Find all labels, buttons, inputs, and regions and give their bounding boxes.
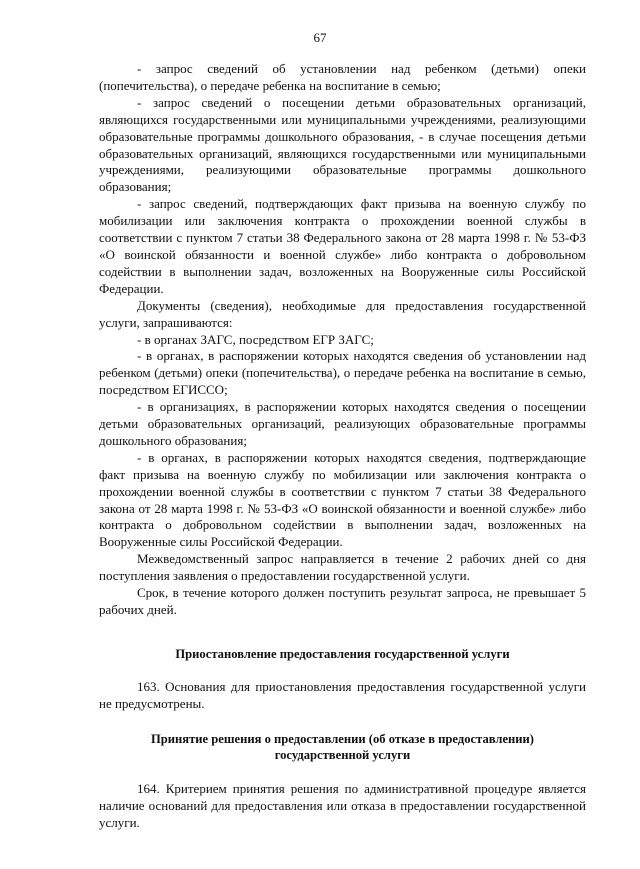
- paragraph-response-deadline: Срок, в течение которого должен поступить результат запроса, не превышает 5 рабочих дней.: [99, 585, 586, 617]
- paragraph-interagency-request: Межведомственный запрос направляется в течение 2 рабочих дней со дня поступления заявления о предоставлении государственной услуги.: [99, 551, 586, 584]
- section-heading-decision-line-2: государственной услуги: [274, 747, 411, 762]
- paragraph-preschool-organizations: - в организациях, в распоряжении которых находятся сведения о посещении детьми образовательных организаций, реализующих образовательные программы дошкольного образования;: [99, 399, 586, 448]
- paragraph-164: 164. Критерием принятия решения по административной процедуре является наличие оснований для предоставления или отказа в предоставлении государственной услуги.: [99, 780, 586, 830]
- paragraph-military-request: - запрос сведений, подтверждающих факт призыва на военную службу по мобилизации или заключения контракта о прохождении военной службы в соответствии с пунктом 7 статьи 38 Федерального закона от 28 марта 1998 г. № 53-ФЗ «О воинской обязанности и военной службе» либо контракта о добровольном содействии в выполнении задач, возложенных на Вооруженные силы Российской Федерации.: [99, 196, 586, 296]
- document-body: [99, 61, 586, 831]
- page-number: 67: [313, 30, 327, 45]
- section-heading-decision: [99, 731, 586, 763]
- paragraph-guardianship-bodies: - в органах, в распоряжении которых находятся сведения об установлении над ребенком (детьми) опеки (попечительства), о передаче ребенка на воспитание в семью, посредством ЕГИССО;: [99, 348, 586, 398]
- section-heading-decision-line-1: Принятие решения о предоставлении (об отказе в предоставлении): [150, 731, 535, 746]
- paragraph-military-bodies: - в органах, в распоряжении которых находятся сведения, подтверждающие факт призыва на военную службу по мобилизации или заключения контракта о прохождении военной службы в соответствии с пунктом 7 статьи 38 Федерального закона от 28 марта 1998 г. № 53-ФЗ «О воинской обязанности и военной службе» либо контракта о добровольном содействии в выполнении задач, возложенных на Вооруженные силы Российской Федерации.: [99, 449, 586, 550]
- paragraph-zags: - в органах ЗАГС, посредством ЕГР ЗАГС;: [137, 331, 374, 347]
- paragraph-guardianship-request: - запрос сведений об установлении над ребенком (детьми) опеки (попечительства), о передаче ребенка на воспитание в семью;: [99, 61, 586, 93]
- paragraph-documents-requested: Документы (сведения), необходимые для предоставления государственной услуги, запрашиваются:: [99, 297, 586, 330]
- section-heading-suspension: Приостановление предоставления государственной услуги: [175, 646, 510, 661]
- paragraph-preschool-request: - запрос сведений о посещении детьми образовательных организаций, являющихся государственными или муниципальными учреждениями, реализующими образовательные программы дошкольного образования, - в случае посещения детьми образовательных организаций, являющихся государственными или муниципальными учреждениями, реализующими образовательные программы дошкольного образования;: [99, 94, 586, 195]
- paragraph-163: 163. Основания для приостановления предоставления государственной услуги не предусмотрены.: [99, 678, 586, 711]
